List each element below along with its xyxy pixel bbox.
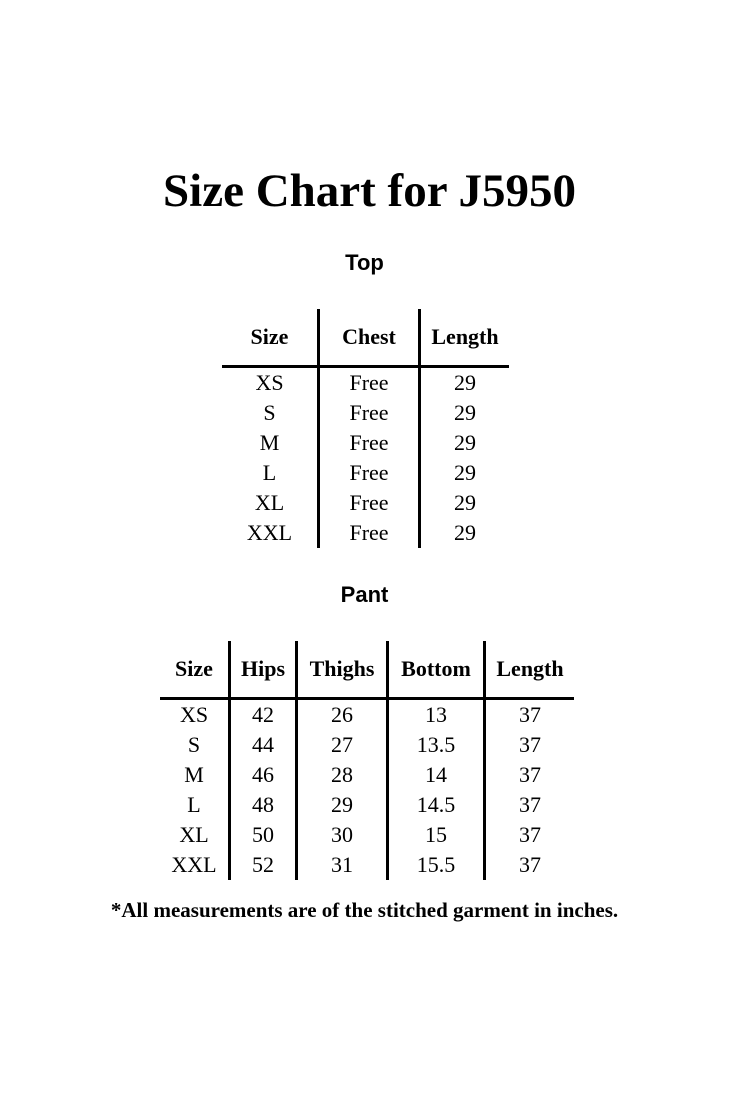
cell-size: L bbox=[262, 460, 277, 485]
cell-thighs: 28 bbox=[297, 760, 388, 790]
cell-length: 37 bbox=[485, 699, 575, 731]
cell-size: XL bbox=[179, 822, 209, 847]
cell-length: 29 bbox=[420, 488, 510, 518]
cell-hips: 50 bbox=[230, 820, 297, 850]
table-row bbox=[160, 730, 574, 760]
cell-length: 37 bbox=[485, 730, 575, 760]
cell-chest: Free bbox=[319, 428, 420, 458]
cell-length: 29 bbox=[420, 367, 510, 399]
column-header-length: Length bbox=[485, 641, 575, 699]
cell-size: M bbox=[259, 430, 280, 455]
top-size-table bbox=[222, 309, 509, 548]
cell-thighs: 26 bbox=[297, 699, 388, 731]
cell-size: M bbox=[184, 762, 204, 787]
table-row bbox=[222, 458, 509, 488]
cell-thighs: 29 bbox=[297, 790, 388, 820]
cell-size: XS bbox=[179, 702, 209, 727]
cell-length: 37 bbox=[485, 850, 575, 880]
cell-hips: 44 bbox=[230, 730, 297, 760]
cell-size: S bbox=[263, 400, 276, 425]
cell-size: L bbox=[187, 792, 201, 817]
cell-thighs: 31 bbox=[297, 850, 388, 880]
cell-bottom: 13 bbox=[388, 699, 485, 731]
column-header-thighs: Thighs bbox=[297, 641, 388, 699]
table-row bbox=[222, 398, 509, 428]
column-header-hips: Hips bbox=[230, 641, 297, 699]
cell-size: XS bbox=[255, 370, 284, 395]
cell-chest: Free bbox=[319, 458, 420, 488]
cell-length: 37 bbox=[485, 790, 575, 820]
cell-size: XL bbox=[254, 490, 285, 515]
cell-bottom: 14 bbox=[388, 760, 485, 790]
cell-chest: Free bbox=[319, 518, 420, 548]
cell-hips: 46 bbox=[230, 760, 297, 790]
cell-chest: Free bbox=[319, 367, 420, 399]
table-row bbox=[160, 790, 574, 820]
table-row bbox=[160, 820, 574, 850]
column-header-size: Size bbox=[222, 309, 319, 367]
column-header-length: Length bbox=[420, 309, 510, 367]
cell-length: 29 bbox=[420, 428, 510, 458]
cell-hips: 42 bbox=[230, 699, 297, 731]
cell-size: S bbox=[187, 732, 201, 757]
cell-size: XXL bbox=[246, 520, 293, 545]
table-header-row bbox=[222, 309, 509, 367]
cell-thighs: 30 bbox=[297, 820, 388, 850]
cell-thighs: 27 bbox=[297, 730, 388, 760]
table-header-row bbox=[160, 641, 574, 699]
column-header-chest: Chest bbox=[319, 309, 420, 367]
table-row bbox=[222, 428, 509, 458]
top-section-heading: Top bbox=[345, 250, 384, 275]
page-title: Size Chart for J5950 bbox=[163, 165, 576, 217]
cell-bottom: 15.5 bbox=[388, 850, 485, 880]
cell-size: XXL bbox=[171, 852, 217, 877]
cell-length: 29 bbox=[420, 518, 510, 548]
cell-bottom: 15 bbox=[388, 820, 485, 850]
cell-chest: Free bbox=[319, 398, 420, 428]
column-header-size: Size bbox=[160, 641, 230, 699]
table-row bbox=[160, 850, 574, 880]
cell-chest: Free bbox=[319, 488, 420, 518]
cell-length: 29 bbox=[420, 398, 510, 428]
cell-hips: 48 bbox=[230, 790, 297, 820]
cell-bottom: 13.5 bbox=[388, 730, 485, 760]
table-row bbox=[222, 488, 509, 518]
measurement-footnote: *All measurements are of the stitched garment in inches. bbox=[110, 898, 619, 922]
table-row bbox=[222, 367, 509, 399]
table-row bbox=[222, 518, 509, 548]
pant-size-table bbox=[160, 641, 574, 880]
cell-length: 29 bbox=[420, 458, 510, 488]
table-row bbox=[160, 760, 574, 790]
column-header-bottom: Bottom bbox=[388, 641, 485, 699]
table-row bbox=[160, 699, 574, 731]
cell-length: 37 bbox=[485, 820, 575, 850]
cell-bottom: 14.5 bbox=[388, 790, 485, 820]
cell-hips: 52 bbox=[230, 850, 297, 880]
cell-length: 37 bbox=[485, 760, 575, 790]
pant-section-heading: Pant bbox=[340, 582, 389, 607]
